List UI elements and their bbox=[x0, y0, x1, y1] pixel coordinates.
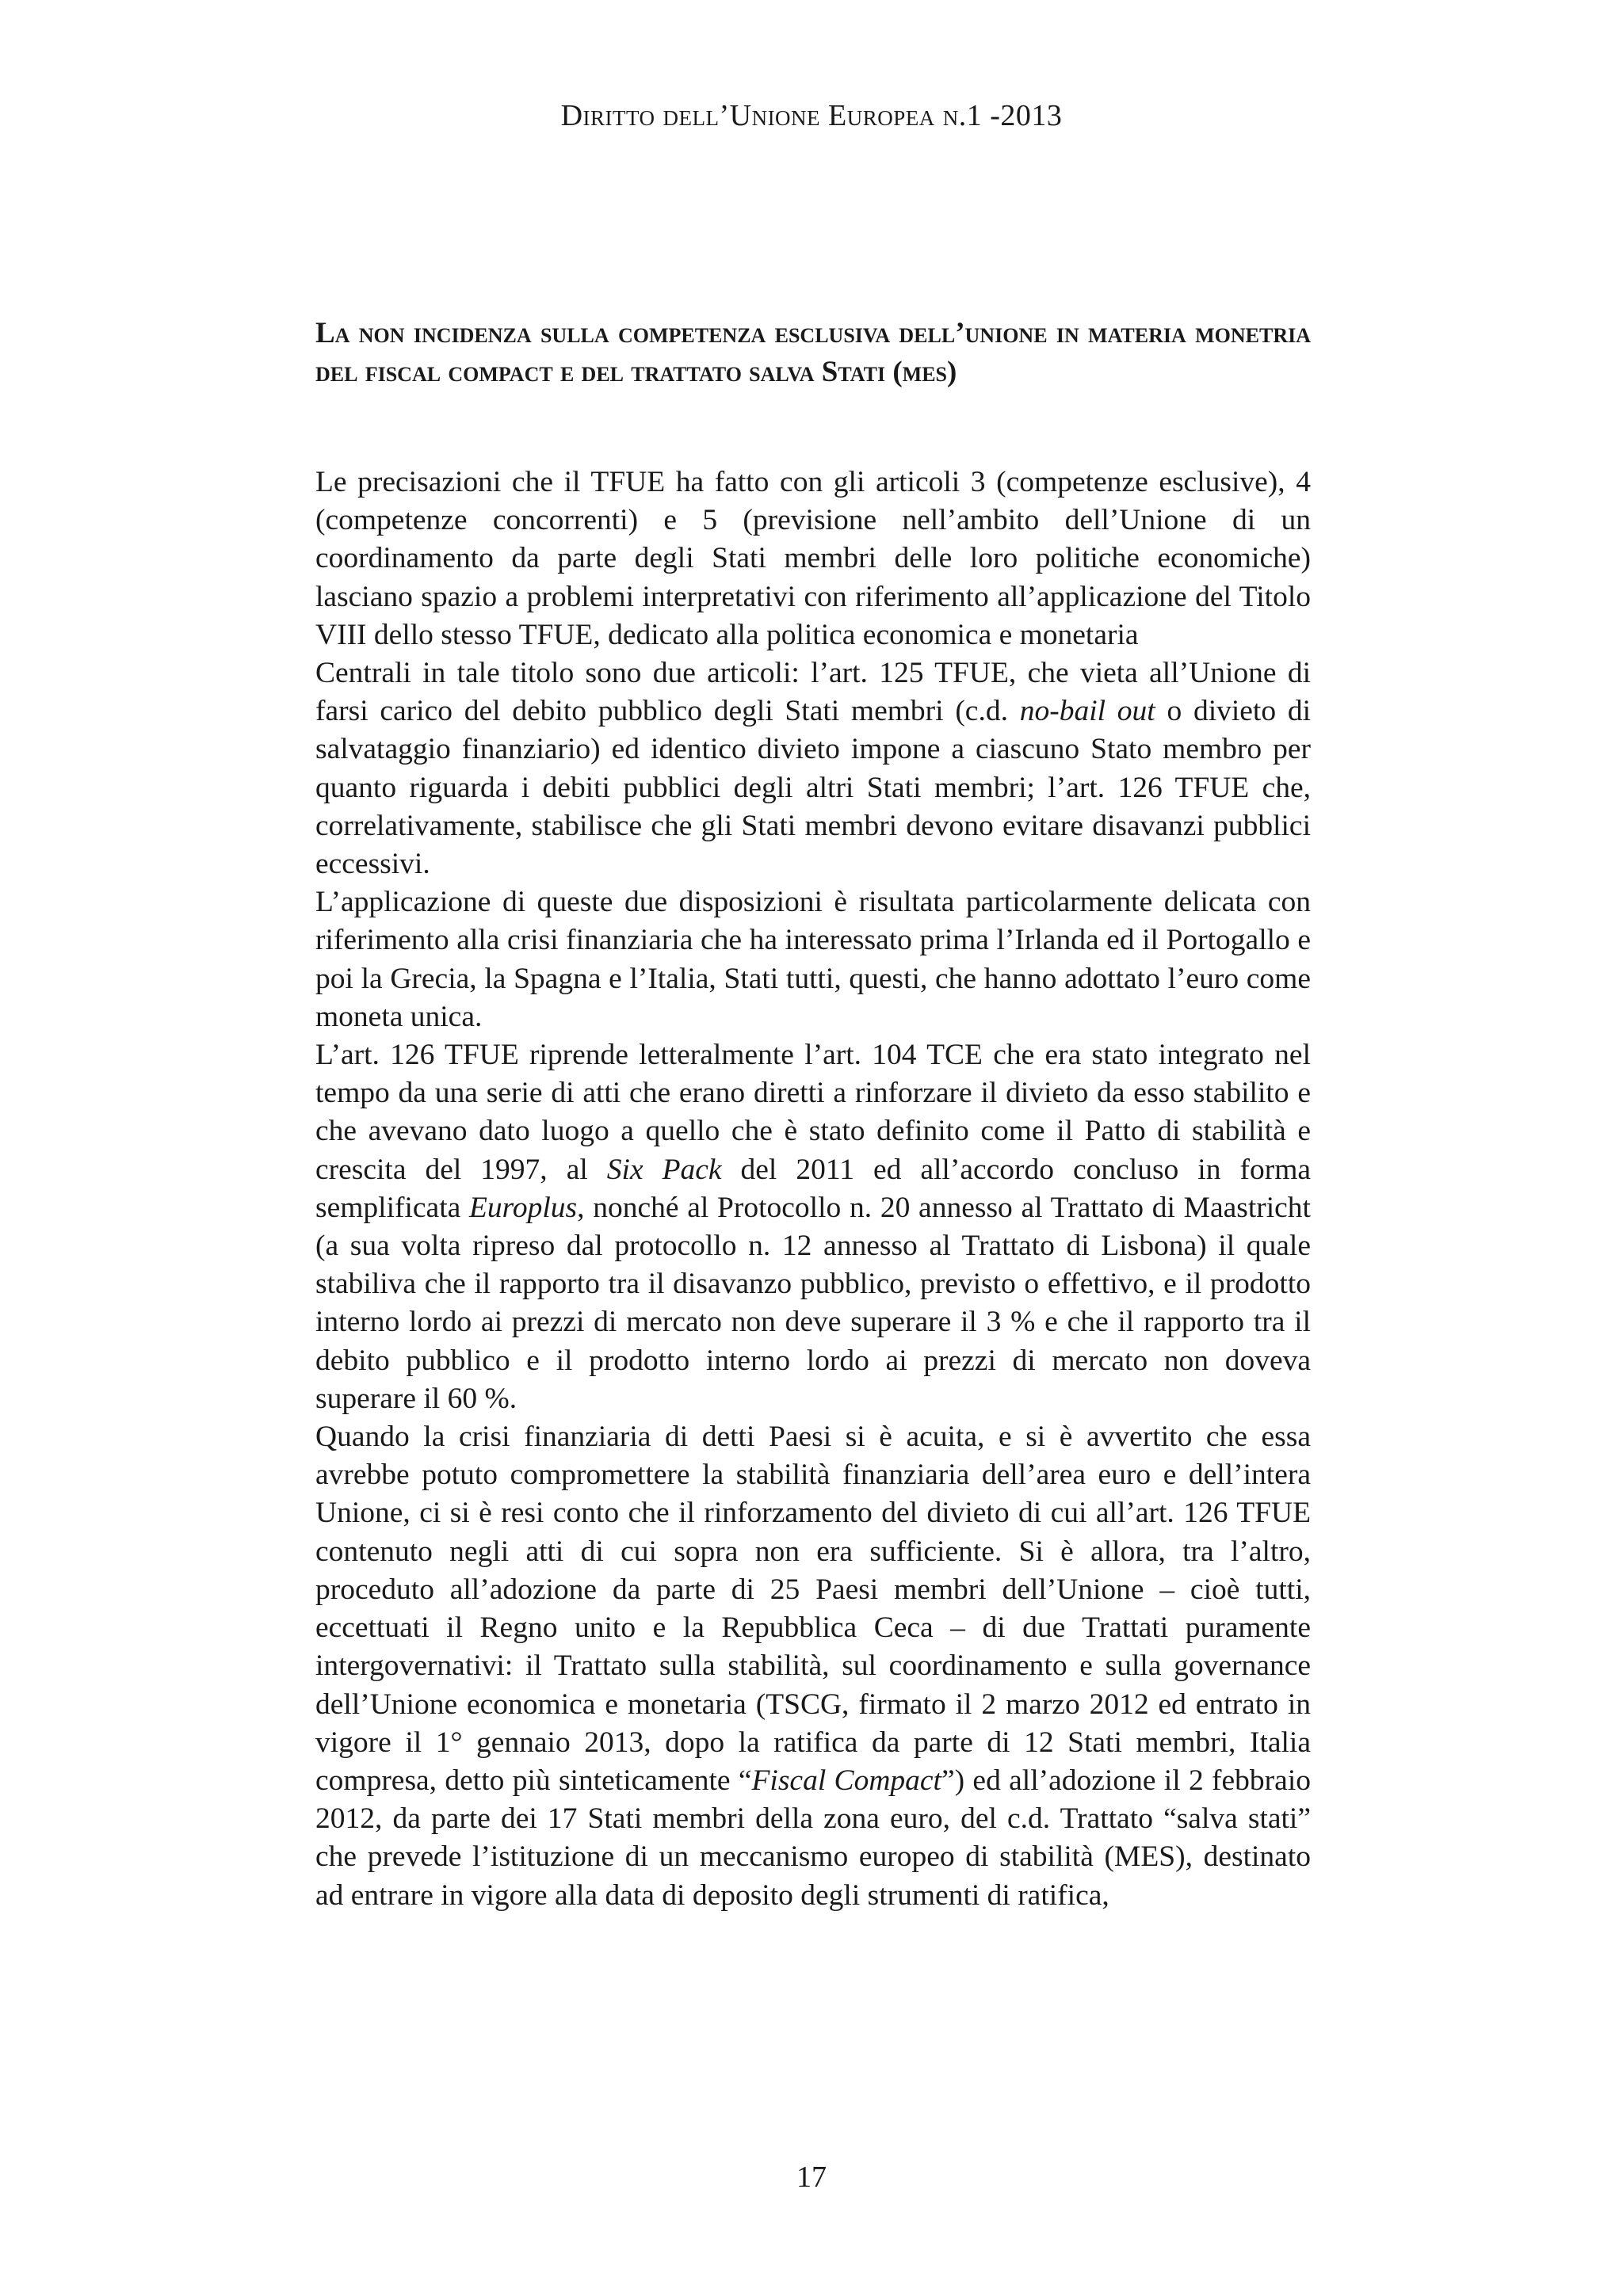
italic-term: Europlus bbox=[468, 1191, 578, 1224]
paragraph-text: ”) ed all’adozione il 2 febbraio 2012, da parte dei 17 Stati membri della zona euro, del c.d. Trattato “salva stati” che prevede l’istituzione di un meccanismo europeo di stabilità (MES), destinato ad entrare in vigore alla data di deposito degli strumenti di ratifica, bbox=[315, 1764, 1311, 1912]
running-header: Diritto dell’Unione Europea n.1 -2013 bbox=[560, 99, 1063, 132]
paragraph-text: o divieto di salvataggio finanziario) ed identico divieto impone a ciascuno Stato membro per quanto riguarda i debiti pubblici degli altri Stati membri; l’art. 126 TFUE che, correlativamente, stabilisce che gli Stati membri devono evitare disavanzi pubblici eccessivi. bbox=[315, 695, 1312, 881]
paragraph-text: Quando la crisi finanziaria di detti Paesi si è acuita, e si è avvertito che essa avrebbe potuto compromettere la stabilità finanziaria dell’area euro e dell’intera Unione, ci si è resi conto che il rinforzamento del divieto di cui all’art. 126 TFUE contenuto negli atti di cui sopra non era sufficiente. Si è allora, tra l’altro, proceduto all’adozione da parte di 25 Paesi membri dell’Unione – cioè tutti, eccettuati il Regno unito e la Repubblica Ceca – di due Trattati puramente intergovernativi: il Trattato sulla stabilità, sul coordinamento e sulla governance dell’Unione economica e monetaria (TSCG, firmato il 2 marzo 2012 ed entrato in vigore il 1° gennaio 2013, dopo la ratifica da parte di 12 Stati membri, Italia compresa, detto più sinteticamente “ bbox=[315, 1421, 1311, 1797]
paragraph-text: , nonché al Protocollo n. 20 annesso al Trattato di Maastricht (a sua volta ripreso dal protocollo n. 12 annesso al Trattato di Lisbona) il quale stabiliva che il rapporto tra il disavanzo pubblico, previsto o effettivo, e il prodotto interno lordo ai prezzi di mercato non deve superare il 3 % e che il rapporto tra il debito pubblico e il prodotto interno lordo ai prezzi di mercato non doveva superare il 60 %. bbox=[315, 1191, 1311, 1415]
paragraph-text: del 2011 ed all’accordo concluso in forma semplificata bbox=[315, 1153, 1312, 1224]
page-number: 17 bbox=[796, 2161, 827, 2194]
italic-term: Six Pack bbox=[606, 1153, 722, 1186]
paragraph-text: Centrali in tale titolo sono due articoli: l’art. 125 TFUE, che vieta all’Unione di farsi carico del debito pubblico degli Stati membri (c.d. bbox=[315, 657, 1311, 728]
article-body bbox=[315, 463, 1311, 1915]
paragraph-2 bbox=[315, 654, 1311, 883]
paragraph-3 bbox=[315, 883, 1311, 1036]
paragraph-4 bbox=[315, 1036, 1311, 1418]
paragraph-text: Le precisazioni che il TFUE ha fatto con gli articoli 3 (competenze esclusive), 4 (competenze concorrenti) e 5 (previsione nell’ambito dell’Unione di un coordinamento da parte degli Stati membri delle loro politiche economiche) lasciano spazio a problemi interpretativi con riferimento all’applicazione del Titolo VIII dello stesso TFUE, dedicato alla politica economica e monetaria bbox=[315, 466, 1311, 651]
italic-term: Fiscal Compact bbox=[751, 1764, 941, 1797]
paragraph-5 bbox=[315, 1418, 1311, 1915]
paragraph-text: L’art. 126 TFUE riprende letteralmente l’art. 104 TCE che era stato integrato nel tempo da una serie di atti che erano diretti a rinforzare il divieto da esso stabilito e che avevano dato luogo a quello che è stato definito come il Patto di stabilità e crescita del 1997, al bbox=[315, 1039, 1311, 1186]
article-title: La non incidenza sulla competenza esclusiva dell’unione in materia monetria del fiscal compact e del trattato salva Stati (mes) bbox=[315, 317, 1311, 388]
paragraph-text: L’applicazione di queste due disposizioni è risultata particolarmente delicata con riferimento alla crisi finanziaria che ha interessato prima l’Irlanda ed il Portogallo e poi la Grecia, la Spagna e l’Italia, Stati tutti, questi, che hanno adottato l’euro come moneta unica. bbox=[315, 886, 1311, 1033]
italic-term: no-bail out bbox=[1019, 695, 1155, 728]
paragraph-1 bbox=[315, 463, 1311, 654]
